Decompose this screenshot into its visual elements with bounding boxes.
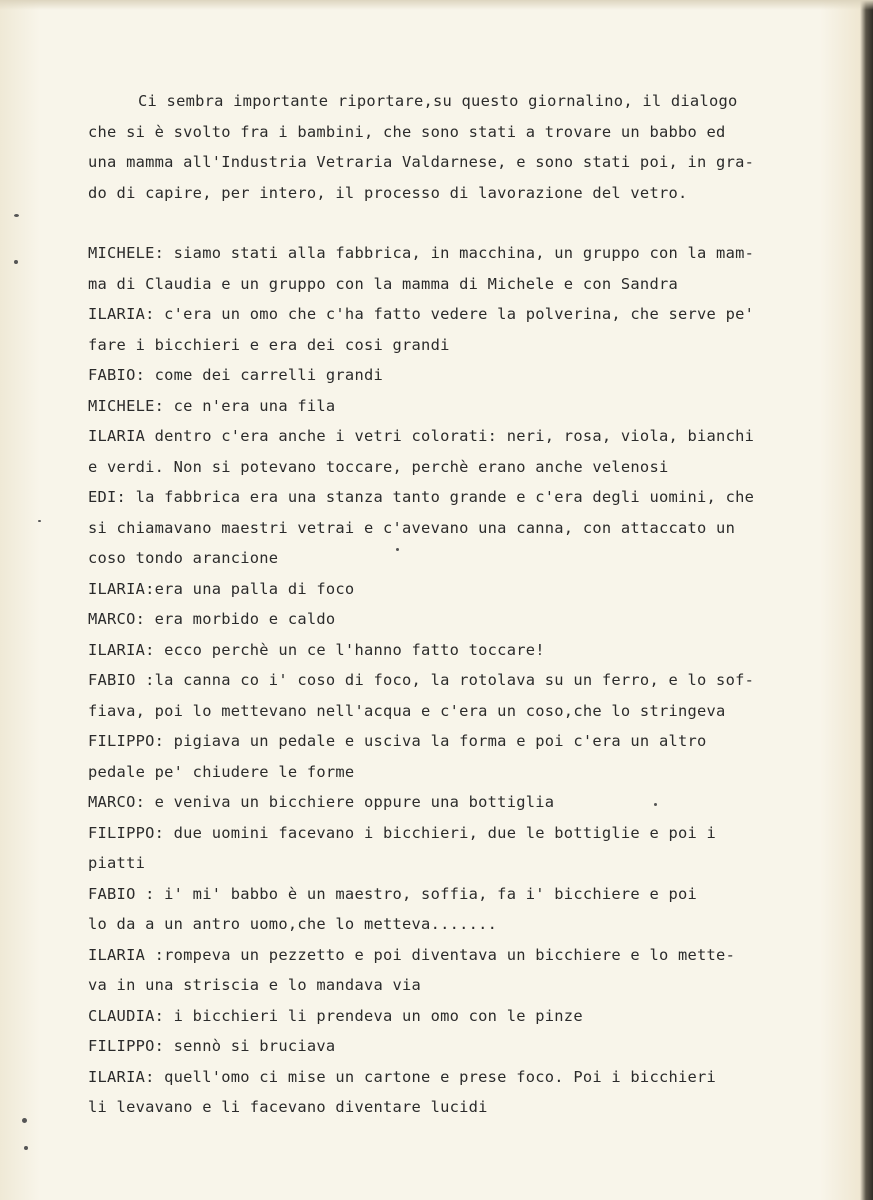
dialogue-line: coso tondo arancione [88,549,279,567]
dialogue-line: ILARIA: c'era un omo che c'ha fatto vedere la polverina, che serve pe' [88,305,755,323]
page-edge-shadow [0,0,873,10]
dialogue-line: ma di Claudia e un gruppo con la mamma di Michele e con Sandra [88,274,678,293]
dialogue-line: ILARIA: quell'omo ci mise un cartone e prese foco. Poi i bicchieri [88,1067,717,1086]
dialogue-line: FILIPPO: pigiava un pedale e usciva la forma e poi c'era un altro [88,732,707,750]
intro-line: Ci sembra importante riportare,su questo giornalino, il dialogo [138,92,738,110]
dialogue-line: ILARIA dentro c'era anche i vetri colorati: neri, rosa, viola, bianchi [88,427,755,445]
dialogue-line: MARCO: e veniva un bicchiere oppure una bottiglia [88,793,555,811]
dialogue-line: li levavano e li facevano diventare lucidi [88,1098,488,1116]
dialogue-transcript [88,238,833,1123]
dialogue-line: fare i bicchieri e era dei cosi grandi [88,335,450,354]
dialogue-line: EDI: la fabbrica era una stanza tanto grande e c'era degli uomini, che [88,488,755,506]
dialogue-line: ILARIA: ecco perchè un ce l'hanno fatto toccare! [88,640,545,659]
dialogue-line: piatti [88,854,146,872]
ink-speck [24,1146,28,1150]
dialogue-line: FILIPPO: sennò si bruciava [88,1037,336,1055]
intro-line: una mamma all'Industria Vetraria Valdarnese, e sono stati poi, in gra- [88,153,755,171]
dialogue-line: ILARIA:era una palla di foco [88,579,355,598]
dialogue-line: si chiamavano maestri vetrai e c'avevano una canna, con attaccato un [88,518,736,537]
dialogue-line: MICHELE: ce n'era una fila [88,396,336,415]
dialogue-line: CLAUDIA: i bicchieri li prendeva un omo con le pinze [88,1006,583,1025]
dialogue-line: MARCO: era morbido e caldo [88,610,336,628]
dialogue-line: pedale pe' chiudere le forme [88,762,355,781]
intro-paragraph [88,86,828,208]
dialogue-line: FABIO : i' mi' babbo è un maestro, soffia, fa i' bicchiere e poi [88,884,698,903]
dialogue-line: FABIO: come dei carrelli grandi [88,366,383,384]
dialogue-line: FILIPPO: due uomini facevano i bicchieri, due le bottiglie e poi i [88,823,717,842]
dialogue-line: ILARIA :rompeva un pezzetto e poi diventava un bicchiere e lo mette- [88,945,736,964]
dialogue-line: FABIO :la canna co i' coso di foco, la rotolava su un ferro, e lo sof- [88,671,755,689]
dialogue-line: fiava, poi lo mettevano nell'acqua e c'era un coso,che lo stringeva [88,701,726,720]
dialogue-line: lo da a un antro uomo,che lo metteva....... [88,915,498,933]
ink-speck [14,214,19,217]
dialogue-line: e verdi. Non si potevano toccare, perchè erano anche velenosi [88,457,669,476]
dialogue-line: va in una striscia e lo mandava via [88,976,422,994]
ink-speck [14,260,18,264]
intro-line: do di capire, per intero, il processo di lavorazione del vetro. [88,183,688,202]
intro-line: che si è svolto fra i bambini, che sono stati a trovare un babbo ed [88,122,726,141]
ink-speck [38,520,41,522]
dialogue-line: MICHELE: siamo stati alla fabbrica, in macchina, un gruppo con la mam- [88,244,755,262]
ink-speck [22,1118,27,1123]
